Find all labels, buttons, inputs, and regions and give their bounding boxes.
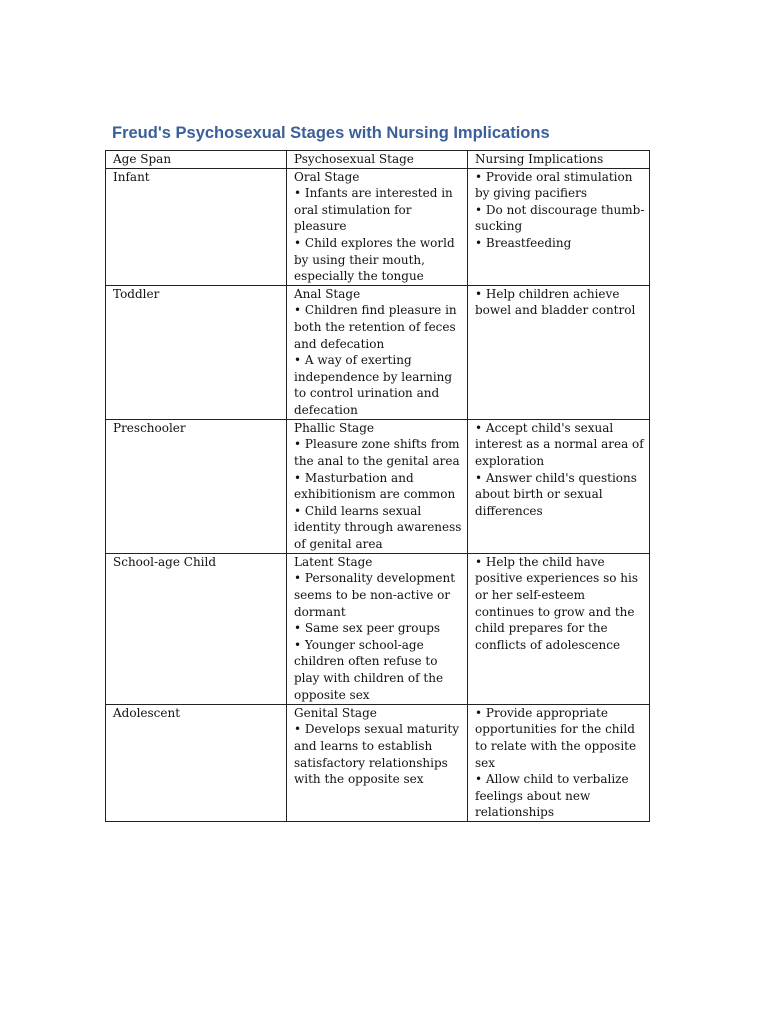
- stage-name: Anal Stage: [294, 286, 361, 301]
- table-row: [106, 285, 650, 419]
- age-span-cell: Preschooler: [106, 419, 287, 553]
- age-span-cell: Infant: [106, 168, 287, 285]
- implication-points: [475, 705, 645, 821]
- implications-cell: [468, 419, 650, 553]
- table-header-row: [106, 151, 650, 169]
- implication-points: [475, 420, 645, 520]
- stage-cell: [287, 704, 468, 821]
- stage-cell: [287, 419, 468, 553]
- stage-point: • A way of exerting independence by learning to control urination and defecation: [294, 352, 463, 418]
- column-header-age-span: Age Span: [106, 151, 287, 169]
- stages-table: [105, 150, 650, 822]
- table-row: [106, 419, 650, 553]
- stage-name: Genital Stage: [294, 705, 377, 720]
- column-header-psychosexual-stage: Psychosexual Stage: [287, 151, 468, 169]
- stage-point: • Same sex peer groups: [294, 620, 463, 637]
- implication-point: • Provide oral stimulation by giving pacifiers: [475, 169, 645, 202]
- table-row: [106, 553, 650, 704]
- implication-point: • Help the child have positive experiences so his or her self-esteem continues to grow and the child prepares for the conflicts of adolescence: [475, 554, 645, 654]
- stage-point: • Masturbation and exhibitionism are common: [294, 470, 463, 503]
- implication-point: • Do not discourage thumb-sucking: [475, 202, 645, 235]
- implication-point: • Help children achieve bowel and bladder control: [475, 286, 645, 319]
- document-title: Freud's Psychosexual Stages with Nursing Implications: [112, 124, 550, 142]
- implication-points: [475, 169, 645, 252]
- implication-point: • Accept child's sexual interest as a normal area of exploration: [475, 420, 645, 470]
- stage-points: [294, 721, 463, 787]
- stage-point: • Child learns sexual identity through awareness of genital area: [294, 503, 463, 553]
- stage-cell: [287, 285, 468, 419]
- age-span-cell: Toddler: [106, 285, 287, 419]
- stage-name: Latent Stage: [294, 554, 373, 569]
- stage-point: • Infants are interested in oral stimulation for pleasure: [294, 185, 463, 235]
- table-row: [106, 704, 650, 821]
- age-span-cell: Adolescent: [106, 704, 287, 821]
- stage-point: • Personality development seems to be non-active or dormant: [294, 570, 463, 620]
- table-row: [106, 168, 650, 285]
- stage-point: • Children find pleasure in both the retention of feces and defecation: [294, 302, 463, 352]
- implication-point: • Answer child's questions about birth or sexual differences: [475, 470, 645, 520]
- stage-cell: [287, 553, 468, 704]
- stage-point: • Child explores the world by using their mouth, especially the tongue: [294, 235, 463, 285]
- stage-points: [294, 436, 463, 552]
- implication-points: [475, 554, 645, 654]
- implication-point: • Provide appropriate opportunities for the child to relate with the opposite sex: [475, 705, 645, 771]
- implications-cell: [468, 168, 650, 285]
- implication-point: • Allow child to verbalize feelings about new relationships: [475, 771, 645, 821]
- stage-cell: [287, 168, 468, 285]
- stage-point: • Develops sexual maturity and learns to establish satisfactory relationships with the opposite sex: [294, 721, 463, 787]
- stage-points: [294, 302, 463, 418]
- stage-point: • Pleasure zone shifts from the anal to the genital area: [294, 436, 463, 469]
- implications-cell: [468, 285, 650, 419]
- stage-points: [294, 570, 463, 703]
- implications-cell: [468, 704, 650, 821]
- stage-point: • Younger school-age children often refuse to play with children of the opposite sex: [294, 637, 463, 703]
- stage-name: Phallic Stage: [294, 420, 374, 435]
- implication-point: • Breastfeeding: [475, 235, 645, 252]
- implications-cell: [468, 553, 650, 704]
- stage-name: Oral Stage: [294, 169, 360, 184]
- age-span-cell: School-age Child: [106, 553, 287, 704]
- implication-points: [475, 286, 645, 319]
- stage-points: [294, 185, 463, 285]
- column-header-nursing-implications: Nursing Implications: [468, 151, 650, 169]
